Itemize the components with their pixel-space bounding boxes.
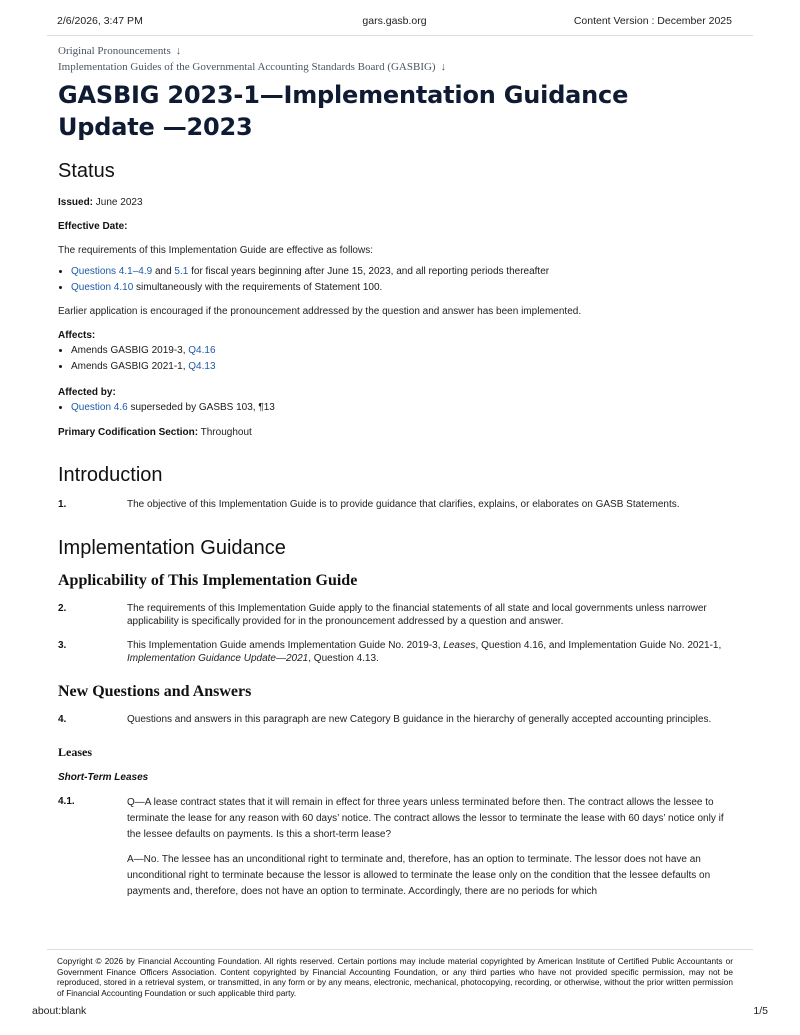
- effective-intro: The requirements of this Implementation Guide are effective as follows:: [58, 245, 373, 256]
- copyright-notice: Copyright © 2026 by Financial Accounting Foundation. All rights reserved. Certain portions may include material copyrighted by American Institute of Certified Public Accountants or Government Finance Officers Association. Content copyrighted by Financial Accounting Foundation, or any third parties who have not provided specific permission, may not be reproduced, stored in a retrieval system, or transmitted, in any form or by any means, electronic, mechanical, photocopying, recording, or otherwise, without the prior written permission of Financial Accounting Foundation or such applicable third party.: [57, 956, 733, 998]
- document-content: [58, 43, 728, 900]
- list-text: and: [152, 266, 175, 277]
- effective-date-label: Effective Date:: [58, 221, 128, 232]
- list-item: [71, 280, 728, 296]
- breadcrumb-original-pronouncements[interactable]: [58, 43, 728, 59]
- paragraph-text: [127, 639, 728, 665]
- paragraph-3: [58, 639, 728, 665]
- breadcrumb-level2-label[interactable]: Implementation Guides of the Governmental Accounting Standards Board (GASBIG): [58, 61, 436, 73]
- q4-13-link[interactable]: Q4.13: [188, 361, 216, 372]
- paragraph-number: 3.: [58, 640, 67, 651]
- arrow-down-icon[interactable]: ↓: [175, 45, 182, 57]
- print-header: [57, 15, 732, 29]
- question-4-1: [58, 795, 728, 900]
- paragraph-number: 4.: [58, 714, 67, 725]
- question-text: Q—A lease contract states that it will remain in effect for three years unless terminated before then. The contract allows the lessee to terminate the lease for any reason with 60 days’ notice. The contract allows the lessor to terminate the lease with 60 days’ notice only if the lessee defaults on payments. Is this a short-term lease?: [127, 797, 724, 840]
- paragraph-text: The objective of this Implementation Guide is to provide guidance that clarifies, explains, or elaborates on GASB Statements.: [127, 499, 680, 510]
- print-datetime: 2/6/2026, 3:47 PM: [57, 15, 143, 27]
- print-site: gars.gasb.org: [362, 15, 427, 27]
- implementation-guidance-heading: Implementation Guidance: [58, 537, 286, 559]
- text-run-italic: Implementation Guidance Update—2021: [127, 653, 309, 664]
- applicability-heading: Applicability of This Implementation Guide: [58, 572, 358, 589]
- earlier-application-text: Earlier application is encouraged if the pronouncement addressed by the question and answer has been implemented.: [58, 306, 582, 317]
- answer-text: A—No. The lessee has an unconditional right to terminate and, therefore, has an option to terminate. The lessor does not have an unconditional right to terminate because the lessor is allowed to terminate the lease only on the condition that the lessee defaults on payments and, therefore, does not have an option to terminate. Accordingly, there are no periods for which: [127, 854, 711, 897]
- breadcrumb-level1-label[interactable]: Original Pronouncements: [58, 45, 171, 57]
- codification-label: Primary Codification Section:: [58, 427, 199, 438]
- list-item: [71, 400, 728, 416]
- paragraph-number: 2.: [58, 603, 67, 614]
- list-item: [71, 343, 728, 359]
- paragraph-number: 1.: [58, 499, 67, 510]
- paragraph-4: [58, 713, 728, 726]
- text-run: This Implementation Guide amends Implementation Guide No. 2019-3,: [127, 640, 444, 651]
- list-item: [71, 359, 728, 375]
- text-run: , Question 4.13.: [308, 653, 379, 664]
- effective-list: [58, 264, 728, 296]
- arrow-down-icon[interactable]: ↓: [440, 61, 447, 73]
- list-text: for fiscal years beginning after June 15, 2023, and all reporting periods thereafter: [188, 266, 550, 277]
- affected-by-label: Affected by:: [58, 387, 116, 398]
- list-text: simultaneously with the requirements of Statement 100.: [133, 282, 383, 293]
- issued-line: [58, 196, 728, 209]
- question-4-6-link[interactable]: Question 4.6: [71, 402, 128, 413]
- affects-label: Affects:: [58, 330, 96, 341]
- paragraph-number: 4.1.: [58, 796, 75, 807]
- new-questions-heading: New Questions and Answers: [58, 683, 252, 700]
- issued-label: Issued:: [58, 197, 94, 208]
- introduction-heading: Introduction: [58, 464, 163, 486]
- text-run: , Question 4.16, and Implementation Guide No. 2021-1,: [475, 640, 722, 651]
- page-number: 1/5: [753, 1005, 768, 1017]
- issued-value: June 2023: [95, 197, 143, 208]
- affected-by-list: [58, 400, 728, 416]
- list-text: superseded by GASBS 103, ¶13: [127, 402, 275, 413]
- breadcrumb-gasbig[interactable]: [58, 59, 728, 75]
- short-term-leases-heading: Short-Term Leases: [58, 772, 149, 783]
- codification-line: [58, 426, 728, 439]
- status-heading: Status: [58, 160, 115, 182]
- paragraph-2: [58, 602, 728, 628]
- content-version: Content Version : December 2025: [573, 15, 732, 27]
- list-text: Amends GASBIG 2019-3,: [71, 345, 189, 356]
- affects-list: [58, 343, 728, 375]
- questions-4-1-4-9-link[interactable]: Questions 4.1–4.9: [71, 266, 153, 277]
- header-divider: [47, 35, 753, 36]
- paragraph-text: Questions and answers in this paragraph are new Category B guidance in the hierarchy of generally accepted accounting principles.: [127, 714, 712, 725]
- list-text: Amends GASBIG 2021-1,: [71, 361, 189, 372]
- leases-heading: Leases: [58, 745, 92, 759]
- question-5-1-link[interactable]: 5.1: [174, 266, 189, 277]
- print-url: about:blank: [32, 1005, 87, 1017]
- q4-16-link[interactable]: Q4.16: [188, 345, 216, 356]
- codification-value: Throughout: [200, 427, 252, 438]
- paragraph-text: The requirements of this Implementation Guide apply to the financial statements of all state and local governments unless narrower applicability is specifically provided for in the pronouncement addressed by a question and answer.: [127, 603, 707, 627]
- question-4-10-link[interactable]: Question 4.10: [71, 282, 134, 293]
- footer-divider: [47, 949, 753, 950]
- page-title: GASBIG 2023-1—Implementation Guidance Update —2023: [58, 81, 629, 141]
- text-run-italic: Leases: [443, 640, 476, 651]
- paragraph-1: [58, 498, 728, 511]
- list-item: [71, 264, 728, 280]
